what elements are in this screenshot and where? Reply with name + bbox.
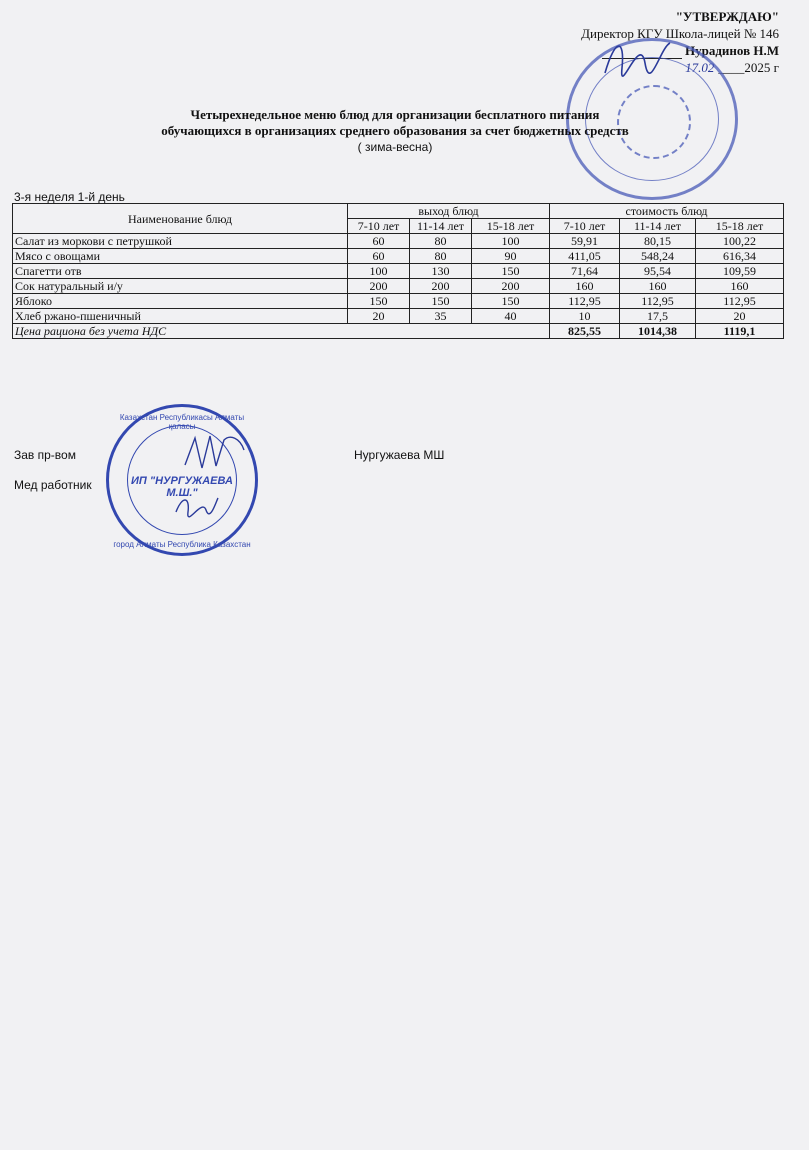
total-cost: 825,55 <box>550 324 620 339</box>
approval-director-name: Нурадинов Н.М <box>685 43 779 58</box>
dish-name: Мясо с овощами <box>13 249 348 264</box>
ip-stamp-top-text: Казахстан Республикасы Алматы қаласы <box>119 413 245 431</box>
table-cell: 200 <box>472 279 550 294</box>
header-age-group: 7-10 лет <box>550 219 620 234</box>
table-cell: 100,22 <box>696 234 784 249</box>
header-age-group: 15-18 лет <box>472 219 550 234</box>
heading-season: ( зима-весна) <box>357 140 433 154</box>
menu-table <box>12 203 784 339</box>
head-name: Нургужаева МШ <box>354 448 445 462</box>
medic-signature-icon <box>172 492 222 522</box>
table-cell: 150 <box>472 264 550 279</box>
head-signature-icon <box>180 430 250 475</box>
head-label: Зав пр-вом <box>14 448 76 462</box>
table-cell: 411,05 <box>550 249 620 264</box>
table-cell: 20 <box>348 309 410 324</box>
ip-stamp-center-text: ИП "НУРГУЖАЕВА М.Ш." <box>131 475 233 499</box>
table-row <box>13 249 784 264</box>
table-cell: 40 <box>472 309 550 324</box>
total-cost: 1119,1 <box>696 324 784 339</box>
header-age-group: 11-14 лет <box>410 219 472 234</box>
total-row <box>13 324 784 339</box>
table-row <box>13 279 784 294</box>
table-cell: 60 <box>348 249 410 264</box>
total-label: Цена рациона без учета НДС <box>13 324 550 339</box>
table-cell: 35 <box>410 309 472 324</box>
heading-line-2: обучающихся в организациях среднего образования за счет бюджетных средств <box>161 123 629 138</box>
header-dish-name: Наименование блюд <box>13 204 348 234</box>
approval-title: "УТВЕРЖДАЮ" <box>675 9 779 24</box>
table-row <box>13 294 784 309</box>
document-heading <box>0 107 790 155</box>
table-cell: 160 <box>550 279 620 294</box>
table-header-row-1 <box>13 204 784 219</box>
table-cell: 100 <box>348 264 410 279</box>
table-cell: 100 <box>472 234 550 249</box>
ip-stamp-bottom-text: город Алматы Республика Казахстан <box>113 540 251 549</box>
table-cell: 80 <box>410 249 472 264</box>
table-cell: 130 <box>410 264 472 279</box>
week-day-label: 3-я неделя 1-й день <box>14 190 125 204</box>
header-age-group: 11-14 лет <box>620 219 696 234</box>
table-cell: 200 <box>348 279 410 294</box>
approval-date-handwritten: 17.02 <box>685 60 715 75</box>
table-cell: 160 <box>620 279 696 294</box>
table-cell: 80,15 <box>620 234 696 249</box>
table-cell: 616,34 <box>696 249 784 264</box>
table-cell: 548,24 <box>620 249 696 264</box>
dish-name: Яблоко <box>13 294 348 309</box>
table-cell: 71,64 <box>550 264 620 279</box>
table-cell: 150 <box>348 294 410 309</box>
heading-line-1: Четырехнедельное меню блюд для организации бесплатного питания <box>190 107 600 122</box>
director-signature-icon <box>600 28 680 88</box>
table-cell: 112,95 <box>550 294 620 309</box>
dish-name: Спагетти отв <box>13 264 348 279</box>
approval-year: 2025 г <box>744 60 779 75</box>
medic-label: Мед работник <box>14 478 92 492</box>
table-cell: 20 <box>696 309 784 324</box>
header-age-group: 7-10 лет <box>348 219 410 234</box>
total-cost: 1014,38 <box>620 324 696 339</box>
approval-director-line: Директор КГУ Школа-лицей № 146 <box>581 26 779 41</box>
header-cost-group: стоимость блюд <box>550 204 784 219</box>
table-cell: 150 <box>472 294 550 309</box>
table-cell: 90 <box>472 249 550 264</box>
table-cell: 200 <box>410 279 472 294</box>
table-cell: 80 <box>410 234 472 249</box>
header-age-group: 15-18 лет <box>696 219 784 234</box>
dish-name: Хлеб ржано-пшеничный <box>13 309 348 324</box>
ip-stamp <box>106 404 258 556</box>
table-cell: 109,59 <box>696 264 784 279</box>
table-cell: 60 <box>348 234 410 249</box>
table-cell: 112,95 <box>696 294 784 309</box>
dish-name: Сок натуральный и/у <box>13 279 348 294</box>
table-cell: 95,54 <box>620 264 696 279</box>
table-cell: 160 <box>696 279 784 294</box>
table-row <box>13 264 784 279</box>
table-cell: 17,5 <box>620 309 696 324</box>
dish-name: Салат из моркови с петрушкой <box>13 234 348 249</box>
header-output-group: выход блюд <box>348 204 550 219</box>
table-cell: 112,95 <box>620 294 696 309</box>
table-row <box>13 234 784 249</box>
table-cell: 59,91 <box>550 234 620 249</box>
table-cell: 10 <box>550 309 620 324</box>
table-row <box>13 309 784 324</box>
table-cell: 150 <box>410 294 472 309</box>
approval-block: "УТВЕРЖДАЮ" Директор КГУ Школа-лицей № 146 Нурадинов Н.М 17.02 ____2025 г <box>581 9 779 75</box>
